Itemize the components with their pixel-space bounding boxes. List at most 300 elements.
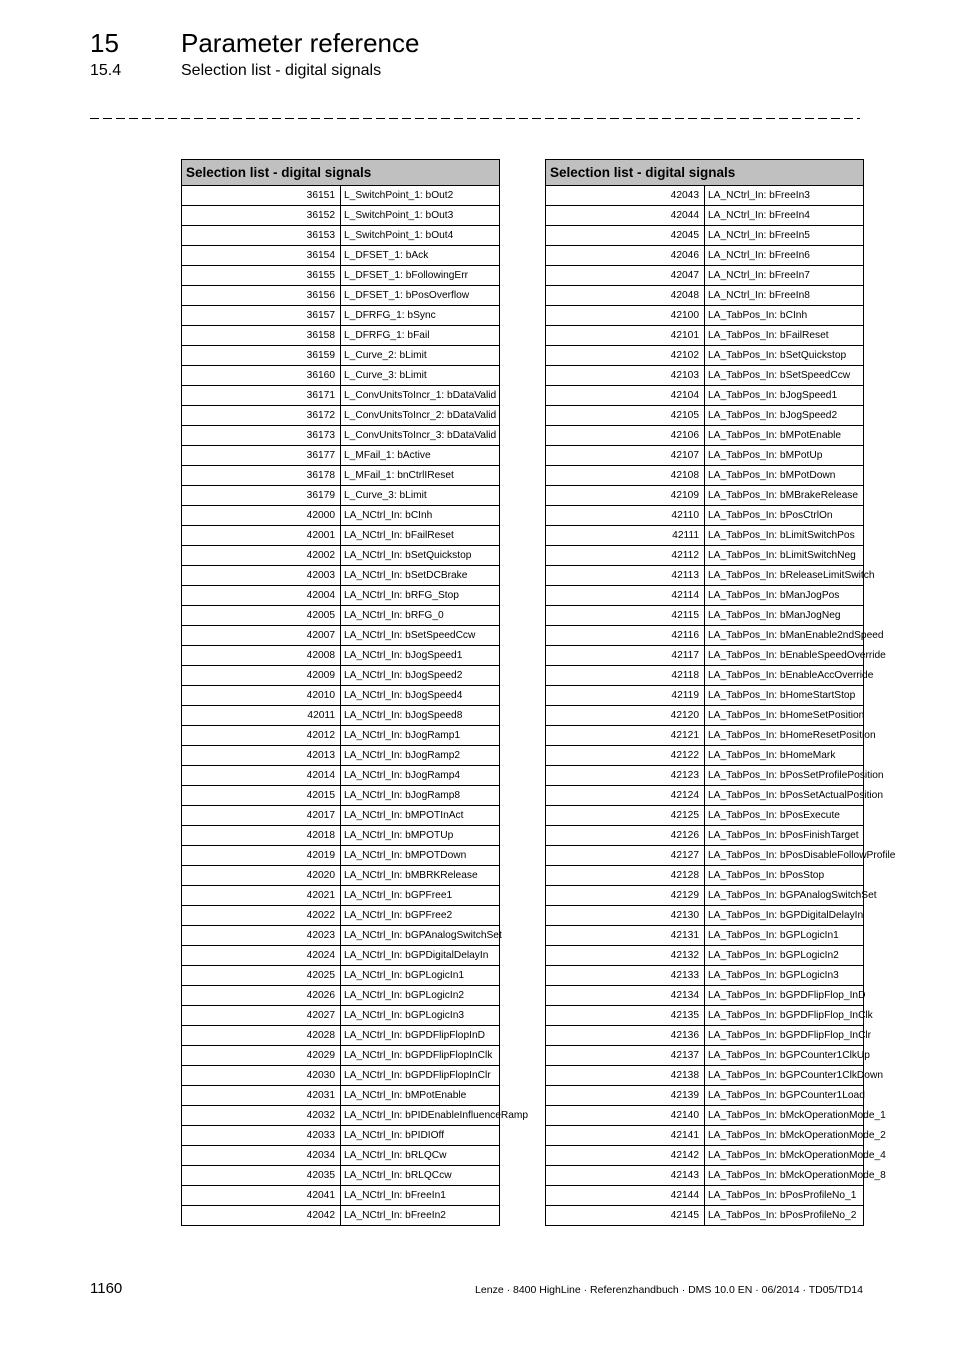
- header-dashed-rule: [90, 118, 860, 119]
- table-row: [182, 686, 500, 706]
- signal-name-cell: LA_NCtrl_In: bFreeIn6: [705, 246, 864, 266]
- table-row: [182, 446, 500, 466]
- signal-code-cell: 42107: [546, 446, 705, 466]
- signal-name-cell: LA_TabPos_In: bLimitSwitchPos: [705, 526, 864, 546]
- table-row: [546, 466, 864, 486]
- signal-code-cell: 36151: [182, 186, 341, 206]
- signal-code-cell: 42134: [546, 986, 705, 1006]
- signal-code-cell: 42113: [546, 566, 705, 586]
- signal-name-cell: LA_NCtrl_In: bGPFree2: [341, 906, 500, 926]
- signal-name-cell: LA_TabPos_In: bHomeStartStop: [705, 686, 864, 706]
- table-row: [546, 866, 864, 886]
- signal-name-cell: LA_TabPos_In: bLimitSwitchNeg: [705, 546, 864, 566]
- table-row: [182, 246, 500, 266]
- table-row: [182, 566, 500, 586]
- signal-code-cell: 42021: [182, 886, 341, 906]
- signal-code-cell: 36153: [182, 226, 341, 246]
- signal-code-cell: 36152: [182, 206, 341, 226]
- table-row: [546, 1126, 864, 1146]
- signal-name-cell: LA_NCtrl_In: bFreeIn2: [341, 1206, 500, 1226]
- signal-name-cell: LA_NCtrl_In: bMPOTDown: [341, 846, 500, 866]
- signal-name-cell: LA_NCtrl_In: bJogSpeed1: [341, 646, 500, 666]
- signal-code-cell: 42026: [182, 986, 341, 1006]
- table-row: [546, 566, 864, 586]
- signal-code-cell: 42133: [546, 966, 705, 986]
- signal-code-cell: 42034: [182, 1146, 341, 1166]
- table-row: [546, 706, 864, 726]
- signal-code-cell: 36160: [182, 366, 341, 386]
- table-title: Selection list - digital signals: [546, 160, 864, 186]
- signal-code-cell: 42004: [182, 586, 341, 606]
- signal-name-cell: LA_TabPos_In: bCInh: [705, 306, 864, 326]
- table-row: [182, 386, 500, 406]
- table-row: [182, 986, 500, 1006]
- table-row: [182, 806, 500, 826]
- chapter-title: Parameter reference: [181, 28, 420, 58]
- signal-name-cell: LA_NCtrl_In: bGPDFlipFlopInClr: [341, 1066, 500, 1086]
- table-row: [182, 966, 500, 986]
- signal-name-cell: LA_TabPos_In: bPosCtrlOn: [705, 506, 864, 526]
- signal-code-cell: 42031: [182, 1086, 341, 1106]
- signal-code-cell: 42123: [546, 766, 705, 786]
- signal-name-cell: LA_NCtrl_In: bPIDIOff: [341, 1126, 500, 1146]
- signal-name-cell: LA_TabPos_In: bSetSpeedCcw: [705, 366, 864, 386]
- signal-code-cell: 42009: [182, 666, 341, 686]
- table-row: [182, 706, 500, 726]
- table-row: [182, 206, 500, 226]
- table-row: [546, 886, 864, 906]
- signal-code-cell: 42139: [546, 1086, 705, 1106]
- signal-code-cell: 42122: [546, 746, 705, 766]
- signal-code-cell: 42030: [182, 1066, 341, 1086]
- table-row: [182, 406, 500, 426]
- table-row: [182, 726, 500, 746]
- signal-name-cell: L_SwitchPoint_1: bOut2: [341, 186, 500, 206]
- signal-name-cell: LA_NCtrl_In: bFreeIn5: [705, 226, 864, 246]
- signal-code-cell: 42120: [546, 706, 705, 726]
- signal-code-cell: 36158: [182, 326, 341, 346]
- signal-name-cell: LA_TabPos_In: bPosDisableFollowProfile: [705, 846, 864, 866]
- signal-name-cell: L_Curve_2: bLimit: [341, 346, 500, 366]
- table-row: [546, 906, 864, 926]
- table-row: [546, 426, 864, 446]
- signal-name-cell: LA_TabPos_In: bPosExecute: [705, 806, 864, 826]
- table-row: [546, 1006, 864, 1026]
- section-title: Selection list - digital signals: [181, 62, 382, 79]
- signal-code-cell: 42126: [546, 826, 705, 846]
- table-row: [182, 886, 500, 906]
- signal-name-cell: LA_NCtrl_In: bSetSpeedCcw: [341, 626, 500, 646]
- signal-name-cell: L_DFRFG_1: bFail: [341, 326, 500, 346]
- signal-code-cell: 42017: [182, 806, 341, 826]
- signal-name-cell: LA_NCtrl_In: bCInh: [341, 506, 500, 526]
- signal-name-cell: LA_TabPos_In: bManEnable2ndSpeed: [705, 626, 864, 646]
- signal-name-cell: LA_NCtrl_In: bGPAnalogSwitchSet: [341, 926, 500, 946]
- signal-name-cell: LA_TabPos_In: bHomeResetPosition: [705, 726, 864, 746]
- signal-code-cell: 42044: [546, 206, 705, 226]
- signal-code-cell: 42048: [546, 286, 705, 306]
- signal-name-cell: LA_NCtrl_In: bFreeIn4: [705, 206, 864, 226]
- signal-name-cell: LA_TabPos_In: bPosSetActualPosition: [705, 786, 864, 806]
- table-row: [546, 806, 864, 826]
- signal-code-cell: 42033: [182, 1126, 341, 1146]
- table-row: [182, 1106, 500, 1126]
- signal-name-cell: LA_TabPos_In: bEnableAccOverride: [705, 666, 864, 686]
- table-row: [182, 266, 500, 286]
- signal-name-cell: LA_NCtrl_In: bFreeIn3: [705, 186, 864, 206]
- table-row: [546, 826, 864, 846]
- signal-name-cell: LA_NCtrl_In: bGPDFlipFlopInD: [341, 1026, 500, 1046]
- signal-code-cell: 42028: [182, 1026, 341, 1046]
- signal-code-cell: 42143: [546, 1166, 705, 1186]
- signal-code-cell: 42000: [182, 506, 341, 526]
- signal-code-cell: 42130: [546, 906, 705, 926]
- signal-code-cell: 42119: [546, 686, 705, 706]
- table-row: [546, 646, 864, 666]
- signal-name-cell: LA_NCtrl_In: bJogSpeed8: [341, 706, 500, 726]
- table-row: [182, 466, 500, 486]
- signal-code-cell: 42132: [546, 946, 705, 966]
- signal-code-cell: 42045: [546, 226, 705, 246]
- signal-code-cell: 42110: [546, 506, 705, 526]
- signal-name-cell: LA_NCtrl_In: bGPDFlipFlopInClk: [341, 1046, 500, 1066]
- signal-name-cell: LA_TabPos_In: bMPotEnable: [705, 426, 864, 446]
- signal-code-cell: 42002: [182, 546, 341, 566]
- table-row: [546, 226, 864, 246]
- signal-code-cell: 42020: [182, 866, 341, 886]
- table-row: [546, 966, 864, 986]
- table-row: [546, 586, 864, 606]
- signal-name-cell: LA_NCtrl_In: bJogRamp4: [341, 766, 500, 786]
- signal-name-cell: LA_NCtrl_In: bGPFree1: [341, 886, 500, 906]
- signal-name-cell: LA_NCtrl_In: bRFG_Stop: [341, 586, 500, 606]
- signal-name-cell: L_ConvUnitsToIncr_1: bDataValid: [341, 386, 500, 406]
- table-row: [182, 906, 500, 926]
- table-row: [546, 1206, 864, 1226]
- signal-code-cell: 42046: [546, 246, 705, 266]
- table-row: [182, 186, 500, 206]
- signal-name-cell: L_DFSET_1: bPosOverflow: [341, 286, 500, 306]
- table-row: [546, 206, 864, 226]
- signal-name-cell: LA_TabPos_In: bGPDigitalDelayIn: [705, 906, 864, 926]
- table-row: [546, 446, 864, 466]
- signal-code-cell: 42109: [546, 486, 705, 506]
- signal-code-cell: 42138: [546, 1066, 705, 1086]
- signal-code-cell: 42001: [182, 526, 341, 546]
- signal-name-cell: LA_TabPos_In: bHomeMark: [705, 746, 864, 766]
- signal-name-cell: LA_NCtrl_In: bGPDigitalDelayIn: [341, 946, 500, 966]
- signal-name-cell: LA_TabPos_In: bMckOperationMode_2: [705, 1126, 864, 1146]
- signal-name-cell: LA_NCtrl_In: bFailReset: [341, 526, 500, 546]
- signal-name-cell: LA_NCtrl_In: bPIDEnableInfluenceRamp: [341, 1106, 500, 1126]
- table-row: [546, 1046, 864, 1066]
- signal-name-cell: LA_TabPos_In: bJogSpeed1: [705, 386, 864, 406]
- table-row: [182, 766, 500, 786]
- signal-code-cell: 42022: [182, 906, 341, 926]
- signal-name-cell: LA_NCtrl_In: bGPLogicIn1: [341, 966, 500, 986]
- table-row: [546, 326, 864, 346]
- table-header-row: [546, 160, 864, 186]
- table-row: [182, 846, 500, 866]
- signal-name-cell: LA_NCtrl_In: bSetDCBrake: [341, 566, 500, 586]
- signal-code-cell: 42142: [546, 1146, 705, 1166]
- table-row: [546, 766, 864, 786]
- table-row: [182, 1006, 500, 1026]
- table-row: [182, 1166, 500, 1186]
- table-row: [546, 786, 864, 806]
- signal-code-cell: 42047: [546, 266, 705, 286]
- table-header-row: [182, 160, 500, 186]
- table-row: [546, 246, 864, 266]
- signal-name-cell: LA_NCtrl_In: bJogSpeed2: [341, 666, 500, 686]
- signal-code-cell: 42027: [182, 1006, 341, 1026]
- signal-code-cell: 42136: [546, 1026, 705, 1046]
- signal-name-cell: L_SwitchPoint_1: bOut3: [341, 206, 500, 226]
- signal-code-cell: 42011: [182, 706, 341, 726]
- table-row: [546, 1106, 864, 1126]
- signal-name-cell: LA_NCtrl_In: bRLQCcw: [341, 1166, 500, 1186]
- table-row: [182, 826, 500, 846]
- signal-code-cell: 42041: [182, 1186, 341, 1206]
- signal-name-cell: LA_NCtrl_In: bGPLogicIn3: [341, 1006, 500, 1026]
- signal-code-cell: 36171: [182, 386, 341, 406]
- signal-name-cell: LA_NCtrl_In: bSetQuickstop: [341, 546, 500, 566]
- table-row: [546, 1066, 864, 1086]
- table-body: [546, 186, 896, 1226]
- signal-code-cell: 42025: [182, 966, 341, 986]
- signal-code-cell: 42003: [182, 566, 341, 586]
- chapter-number: 15: [90, 28, 119, 58]
- table-row: [546, 626, 864, 646]
- table-row: [546, 506, 864, 526]
- table-row: [546, 486, 864, 506]
- table-row: [546, 386, 864, 406]
- table-row: [546, 606, 864, 626]
- table-row: [546, 1146, 864, 1166]
- signal-code-cell: 36154: [182, 246, 341, 266]
- signal-code-cell: 36155: [182, 266, 341, 286]
- section-number: 15.4: [90, 62, 122, 79]
- signal-name-cell: LA_NCtrl_In: bFreeIn8: [705, 286, 864, 306]
- table-row: [182, 306, 500, 326]
- signal-name-cell: LA_TabPos_In: bMPotUp: [705, 446, 864, 466]
- table-row: [546, 1086, 864, 1106]
- signal-name-cell: LA_NCtrl_In: bMPOTUp: [341, 826, 500, 846]
- signal-name-cell: L_ConvUnitsToIncr_3: bDataValid: [341, 426, 500, 446]
- signal-code-cell: 42114: [546, 586, 705, 606]
- table-row: [182, 1066, 500, 1086]
- table-row: [546, 306, 864, 326]
- signal-table-right: [545, 159, 896, 1226]
- signal-code-cell: 42023: [182, 926, 341, 946]
- signal-name-cell: LA_NCtrl_In: bJogRamp1: [341, 726, 500, 746]
- signal-name-cell: LA_TabPos_In: bReleaseLimitSwitch: [705, 566, 864, 586]
- signal-code-cell: 42141: [546, 1126, 705, 1146]
- signal-name-cell: LA_TabPos_In: bSetQuickstop: [705, 346, 864, 366]
- footer-document-info: Lenze · 8400 HighLine · Referenzhandbuch · DMS 10.0 EN · 06/2014 · TD05/TD14: [475, 1284, 863, 1296]
- signal-code-cell: 42013: [182, 746, 341, 766]
- signal-name-cell: LA_TabPos_In: bGPDFlipFlop_InD: [705, 986, 864, 1006]
- signal-name-cell: LA_NCtrl_In: bRFG_0: [341, 606, 500, 626]
- signal-code-cell: 42111: [546, 526, 705, 546]
- signal-code-cell: 42010: [182, 686, 341, 706]
- table-row: [182, 486, 500, 506]
- signal-name-cell: LA_TabPos_In: bJogSpeed2: [705, 406, 864, 426]
- table-row: [182, 1126, 500, 1146]
- signal-code-cell: 42131: [546, 926, 705, 946]
- signal-name-cell: LA_TabPos_In: bGPDFlipFlop_InClk: [705, 1006, 864, 1026]
- signal-code-cell: 42101: [546, 326, 705, 346]
- table-title: Selection list - digital signals: [182, 160, 500, 186]
- signal-code-cell: 36179: [182, 486, 341, 506]
- signal-name-cell: LA_TabPos_In: bMckOperationMode_4: [705, 1146, 864, 1166]
- signal-code-cell: 42007: [182, 626, 341, 646]
- table-row: [546, 846, 864, 866]
- signal-name-cell: LA_NCtrl_In: bJogRamp8: [341, 786, 500, 806]
- signal-name-cell: LA_TabPos_In: bMckOperationMode_8: [705, 1166, 864, 1186]
- signal-name-cell: LA_TabPos_In: bHomeSetPosition: [705, 706, 864, 726]
- signal-code-cell: 42125: [546, 806, 705, 826]
- table-row: [182, 746, 500, 766]
- signal-name-cell: LA_TabPos_In: bMBrakeRelease: [705, 486, 864, 506]
- table-row: [546, 406, 864, 426]
- signal-code-cell: 42106: [546, 426, 705, 446]
- table-row: [182, 646, 500, 666]
- signal-code-cell: 42115: [546, 606, 705, 626]
- table-row: [182, 346, 500, 366]
- signal-name-cell: LA_TabPos_In: bGPLogicIn1: [705, 926, 864, 946]
- table-row: [546, 666, 864, 686]
- signal-name-cell: LA_NCtrl_In: bRLQCw: [341, 1146, 500, 1166]
- page-number: 1160: [90, 1280, 123, 1297]
- signal-name-cell: LA_TabPos_In: bGPCounter1ClkUp: [705, 1046, 864, 1066]
- signal-name-cell: L_MFail_1: bnCtrlIReset: [341, 466, 500, 486]
- signal-name-cell: LA_TabPos_In: bMPotDown: [705, 466, 864, 486]
- signal-code-cell: 36157: [182, 306, 341, 326]
- signal-name-cell: LA_NCtrl_In: bJogSpeed4: [341, 686, 500, 706]
- signal-name-cell: L_ConvUnitsToIncr_2: bDataValid: [341, 406, 500, 426]
- table-row: [182, 786, 500, 806]
- signal-name-cell: L_DFSET_1: bAck: [341, 246, 500, 266]
- signal-code-cell: 42100: [546, 306, 705, 326]
- signal-code-cell: 42118: [546, 666, 705, 686]
- table-row: [182, 1046, 500, 1066]
- signal-code-cell: 42121: [546, 726, 705, 746]
- table-row: [546, 1166, 864, 1186]
- table-row: [546, 266, 864, 286]
- signal-name-cell: LA_TabPos_In: bGPLogicIn2: [705, 946, 864, 966]
- table-row: [546, 1186, 864, 1206]
- table-row: [182, 626, 500, 646]
- signal-name-cell: LA_TabPos_In: bGPAnalogSwitchSet: [705, 886, 864, 906]
- signal-code-cell: 36156: [182, 286, 341, 306]
- signal-name-cell: LA_NCtrl_In: bFreeIn1: [341, 1186, 500, 1206]
- signal-name-cell: LA_TabPos_In: bGPDFlipFlop_InClr: [705, 1026, 864, 1046]
- signal-code-cell: 42104: [546, 386, 705, 406]
- signal-name-cell: LA_TabPos_In: bGPCounter1Load: [705, 1086, 864, 1106]
- table-row: [546, 926, 864, 946]
- table-row: [182, 1186, 500, 1206]
- table-row: [546, 186, 864, 206]
- signal-name-cell: LA_TabPos_In: bGPLogicIn3: [705, 966, 864, 986]
- table-row: [182, 1146, 500, 1166]
- signal-name-cell: LA_TabPos_In: bPosProfileNo_1: [705, 1186, 864, 1206]
- signal-code-cell: 42116: [546, 626, 705, 646]
- table-row: [546, 346, 864, 366]
- signal-code-cell: 42127: [546, 846, 705, 866]
- signal-code-cell: 42019: [182, 846, 341, 866]
- signal-code-cell: 42012: [182, 726, 341, 746]
- signal-code-cell: 42145: [546, 1206, 705, 1226]
- signal-code-cell: 42124: [546, 786, 705, 806]
- table-row: [546, 1026, 864, 1046]
- signal-name-cell: LA_TabPos_In: bPosSetProfilePosition: [705, 766, 864, 786]
- signal-code-cell: 42042: [182, 1206, 341, 1226]
- table-row: [546, 286, 864, 306]
- signal-code-cell: 42112: [546, 546, 705, 566]
- table-row: [182, 866, 500, 886]
- signal-code-cell: 42035: [182, 1166, 341, 1186]
- signal-name-cell: L_DFSET_1: bFollowingErr: [341, 266, 500, 286]
- table-row: [546, 946, 864, 966]
- signal-name-cell: L_MFail_1: bActive: [341, 446, 500, 466]
- signal-code-cell: 42128: [546, 866, 705, 886]
- table-row: [182, 1206, 500, 1226]
- signal-code-cell: 42029: [182, 1046, 341, 1066]
- table-row: [182, 366, 500, 386]
- table-row: [182, 326, 500, 346]
- signal-name-cell: L_Curve_3: bLimit: [341, 366, 500, 386]
- signal-name-cell: LA_TabPos_In: bManJogPos: [705, 586, 864, 606]
- signal-code-cell: 42014: [182, 766, 341, 786]
- table-row: [182, 426, 500, 446]
- table-row: [182, 586, 500, 606]
- table-row: [182, 1026, 500, 1046]
- signal-code-cell: 42137: [546, 1046, 705, 1066]
- table-row: [182, 546, 500, 566]
- table-row: [182, 286, 500, 306]
- signal-code-cell: 42015: [182, 786, 341, 806]
- signal-name-cell: LA_TabPos_In: bPosStop: [705, 866, 864, 886]
- table-row: [546, 746, 864, 766]
- signal-name-cell: LA_TabPos_In: bPosFinishTarget: [705, 826, 864, 846]
- signal-name-cell: LA_TabPos_In: bPosProfileNo_2: [705, 1206, 864, 1226]
- table-row: [182, 506, 500, 526]
- table-row: [546, 686, 864, 706]
- signal-name-cell: LA_TabPos_In: bEnableSpeedOverride: [705, 646, 864, 666]
- signal-name-cell: LA_TabPos_In: bFailReset: [705, 326, 864, 346]
- table-row: [182, 526, 500, 546]
- signal-table-left: [181, 159, 529, 1226]
- table-row: [546, 546, 864, 566]
- signal-code-cell: 42008: [182, 646, 341, 666]
- signal-name-cell: LA_NCtrl_In: bGPLogicIn2: [341, 986, 500, 1006]
- signal-code-cell: 42102: [546, 346, 705, 366]
- table-row: [182, 666, 500, 686]
- table-row: [546, 526, 864, 546]
- signal-name-cell: LA_NCtrl_In: bFreeIn7: [705, 266, 864, 286]
- table-row: [182, 1086, 500, 1106]
- signal-name-cell: L_Curve_3: bLimit: [341, 486, 500, 506]
- signal-code-cell: 36173: [182, 426, 341, 446]
- table-row: [546, 366, 864, 386]
- signal-code-cell: 36178: [182, 466, 341, 486]
- signal-code-cell: 36159: [182, 346, 341, 366]
- signal-code-cell: 42024: [182, 946, 341, 966]
- signal-code-cell: 42103: [546, 366, 705, 386]
- signal-code-cell: 42140: [546, 1106, 705, 1126]
- signal-code-cell: 42144: [546, 1186, 705, 1206]
